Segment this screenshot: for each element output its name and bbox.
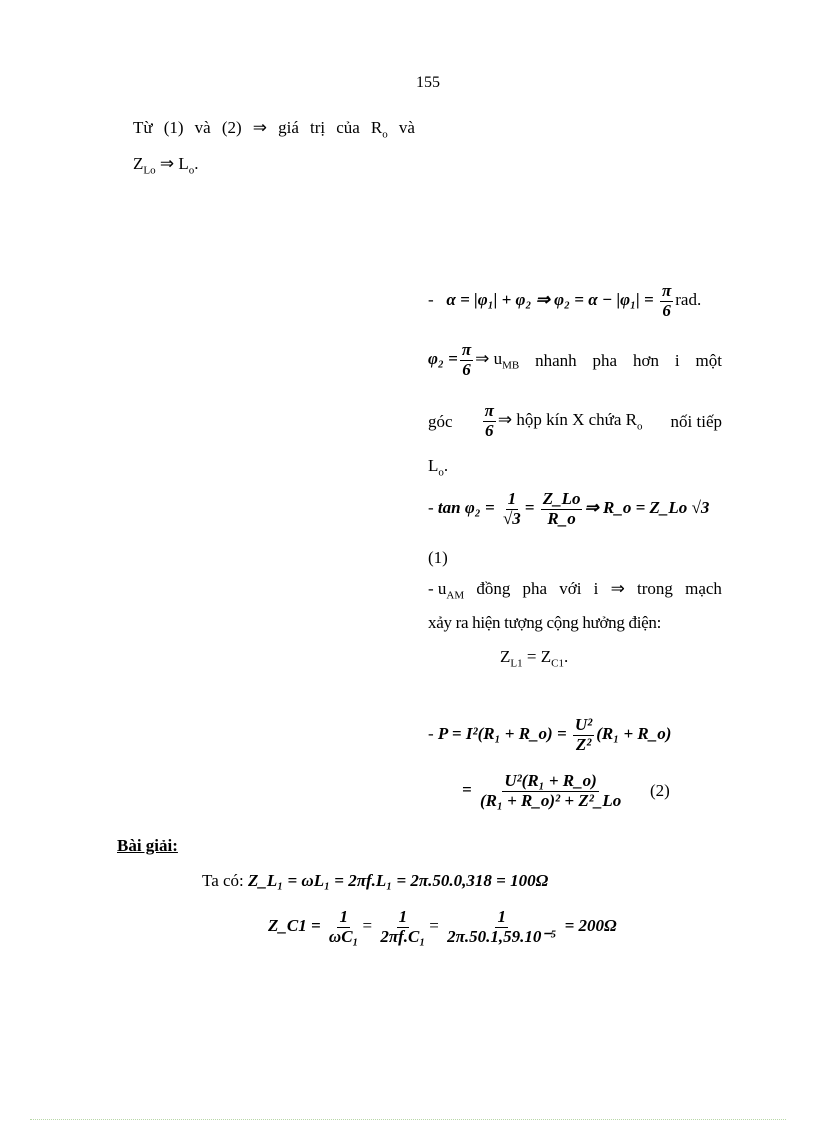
page-number: 155	[416, 74, 440, 91]
equation-zc1: Z_C1 = $\frac{1}{\text{ωC₁}}$ = $\frac{1}{\text{2πf.C₁}}$ = $\frac{1}{\text{2π.50.1,59.10⁻⁵}}$ = 200Ω	[268, 907, 617, 946]
word: ⇒	[252, 118, 267, 137]
word: (1)	[163, 118, 184, 137]
equation-zl1-zc1: $Z_{L1} = Z_{C1}$.	[500, 647, 569, 670]
word: giá	[278, 118, 299, 137]
equation-tan: - tan φ₂ = $\frac{1}{√3}$ = $\frac{Z\_Lo}{R\_o}$ ⇒ R_o = Z_Lo √3	[428, 489, 710, 528]
word: của	[336, 118, 360, 137]
page-bottom-border	[30, 1119, 786, 1120]
equation-power: - P = I²(R₁ + R_o) = $\frac{\text{U²}}{\text{Z²}}$ (R₁ + R_o)	[428, 715, 672, 754]
equation-alpha: - α = |φ₁| + φ₂ ⇒ φ₂ = α − |φ₁| = $\frac{\pi}{6}$ rad.	[428, 281, 702, 320]
reference-1: (1)	[428, 548, 448, 567]
line-uam: - $u_{AM}$ đồng pha với i ⇒ trong mạch	[428, 579, 722, 602]
equation-power-2: = $\frac{\text{U²(R₁ + R\_o)}}{\text{(R₁ + R\_o)² + Z²\_Lo}}$	[462, 771, 622, 810]
word: và	[194, 118, 211, 137]
line-phi2: φ₂ = $\frac{\pi}{6}$ ⇒ $u_{MB}$ nhanh pha hơn i một	[428, 340, 722, 379]
word: Từ	[133, 118, 153, 137]
line-goc: góc $\frac{\pi}{6}$ ⇒ hộp kín X chứa $R_o$ nối tiếp	[428, 401, 722, 440]
line-resonance: xảy ra hiện tượng cộng hưởng điện:	[428, 613, 661, 632]
line-lo: $L_o$.	[428, 456, 449, 479]
word: $R_o$	[370, 118, 388, 141]
solution-heading: Bài giải:	[117, 836, 178, 855]
reference-2: (2)	[650, 781, 670, 800]
word: (2)	[221, 118, 242, 137]
left-text-line-2: $Z_{Lo}$ ⇒ $L_o$.	[133, 154, 199, 177]
left-text-line-1	[133, 119, 415, 140]
equation-zl1: Ta có: Z_L₁ = ωL₁ = 2πf.L₁ = 2π.50.0,318 = 100Ω	[202, 871, 549, 890]
word: trị	[310, 118, 326, 137]
word: và	[398, 118, 415, 137]
